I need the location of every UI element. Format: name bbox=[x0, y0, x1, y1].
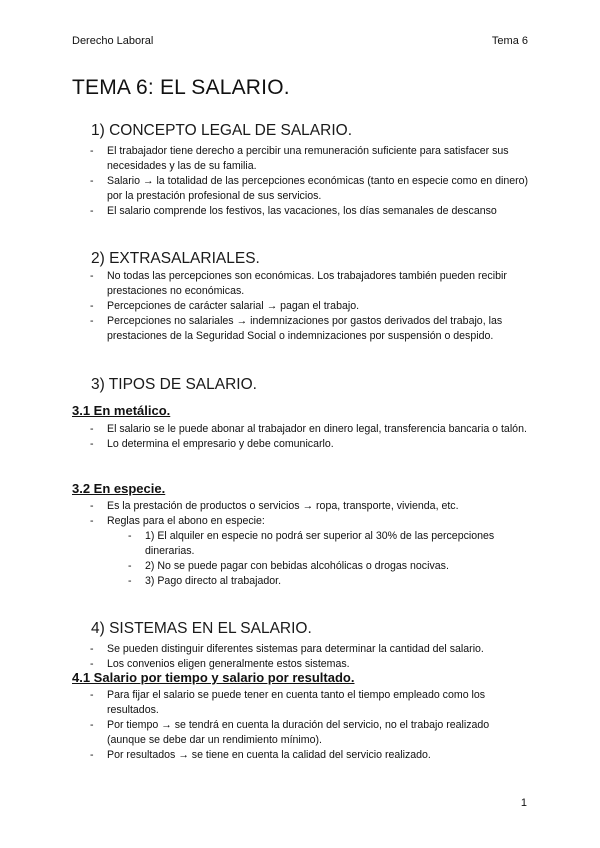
list-item: - Salario → la totalidad de las percepciones económicas (tanto en especie como en dinero) por la prestación profesional de sus servicios. bbox=[90, 174, 530, 204]
subsection-3-1-heading: 3.1 En metálico. bbox=[72, 403, 171, 418]
list-item: - Los convenios eligen generalmente estos sistemas. bbox=[90, 657, 530, 672]
list-item: - El salario se le puede abonar al trabajador en dinero legal, transferencia bancaria o talón. bbox=[90, 422, 530, 437]
section-1-heading: 1) CONCEPTO LEGAL DE SALARIO. bbox=[91, 122, 352, 139]
header-subject: Derecho Laboral bbox=[72, 35, 154, 47]
list-item: - 3) Pago directo al trabajador. bbox=[128, 574, 528, 589]
list-item: - 1) El alquiler en especie no podrá ser superior al 30% de las percepciones dinerarias. bbox=[128, 529, 528, 559]
section-2-heading: 2) EXTRASALARIALES. bbox=[91, 250, 260, 267]
header-topic: Tema 6 bbox=[491, 35, 528, 47]
section-1-list bbox=[90, 144, 530, 219]
subsection-3-2-heading: 3.2 En especie. bbox=[72, 481, 166, 496]
list-item: - Se pueden distinguir diferentes sistemas para determinar la cantidad del salario. bbox=[90, 642, 530, 657]
section-4-list bbox=[90, 642, 530, 672]
subsection-3-1-list bbox=[90, 422, 530, 452]
list-item: - No todas las percepciones son económicas. Los trabajadores también pueden recibir prestaciones no económicas. bbox=[90, 269, 530, 299]
subsection-4-1-list bbox=[90, 688, 530, 763]
section-3-heading: 3) TIPOS DE SALARIO. bbox=[91, 376, 257, 393]
list-item: - 2) No se puede pagar con bebidas alcohólicas o drogas nocivas. bbox=[128, 559, 528, 574]
page-title: TEMA 6: EL SALARIO. bbox=[72, 76, 290, 99]
list-item: - Por tiempo → se tendrá en cuenta la duración del servicio, no el trabajo realizado (aunque se debe dar un rendimiento mínimo). bbox=[90, 718, 530, 748]
payment-rules-list bbox=[128, 529, 528, 589]
section-4-heading: 4) SISTEMAS EN EL SALARIO. bbox=[91, 620, 312, 637]
list-item: - Por resultados → se tiene en cuenta la calidad del servicio realizado. bbox=[90, 748, 530, 763]
section-2-list bbox=[90, 269, 530, 344]
list-item: - Percepciones de carácter salarial → pagan el trabajo. bbox=[90, 299, 530, 314]
list-item: - Lo determina el empresario y debe comunicarlo. bbox=[90, 437, 530, 452]
list-item: - El trabajador tiene derecho a percibir una remuneración suficiente para satisfacer sus necesidades y las de su familia. bbox=[90, 144, 530, 174]
subsection-3-2-list bbox=[90, 499, 530, 529]
list-item: - Reglas para el abono en especie: bbox=[90, 514, 530, 529]
list-item: - Percepciones no salariales → indemnizaciones por gastos derivados del trabajo, las prestaciones de la Seguridad Social o indemnizaciones por suspensión o despido. bbox=[90, 314, 530, 344]
page-number: 1 bbox=[520, 797, 527, 809]
subsection-4-1-heading: 4.1 Salario por tiempo y salario por resultado. bbox=[72, 670, 355, 685]
list-item: - Para fijar el salario se puede tener en cuenta tanto el tiempo empleado como los resultados. bbox=[90, 688, 530, 718]
list-item: - El salario comprende los festivos, las vacaciones, los días semanales de descanso bbox=[90, 204, 530, 219]
list-item: - Es la prestación de productos o servicios → ropa, transporte, vivienda, etc. bbox=[90, 499, 530, 514]
